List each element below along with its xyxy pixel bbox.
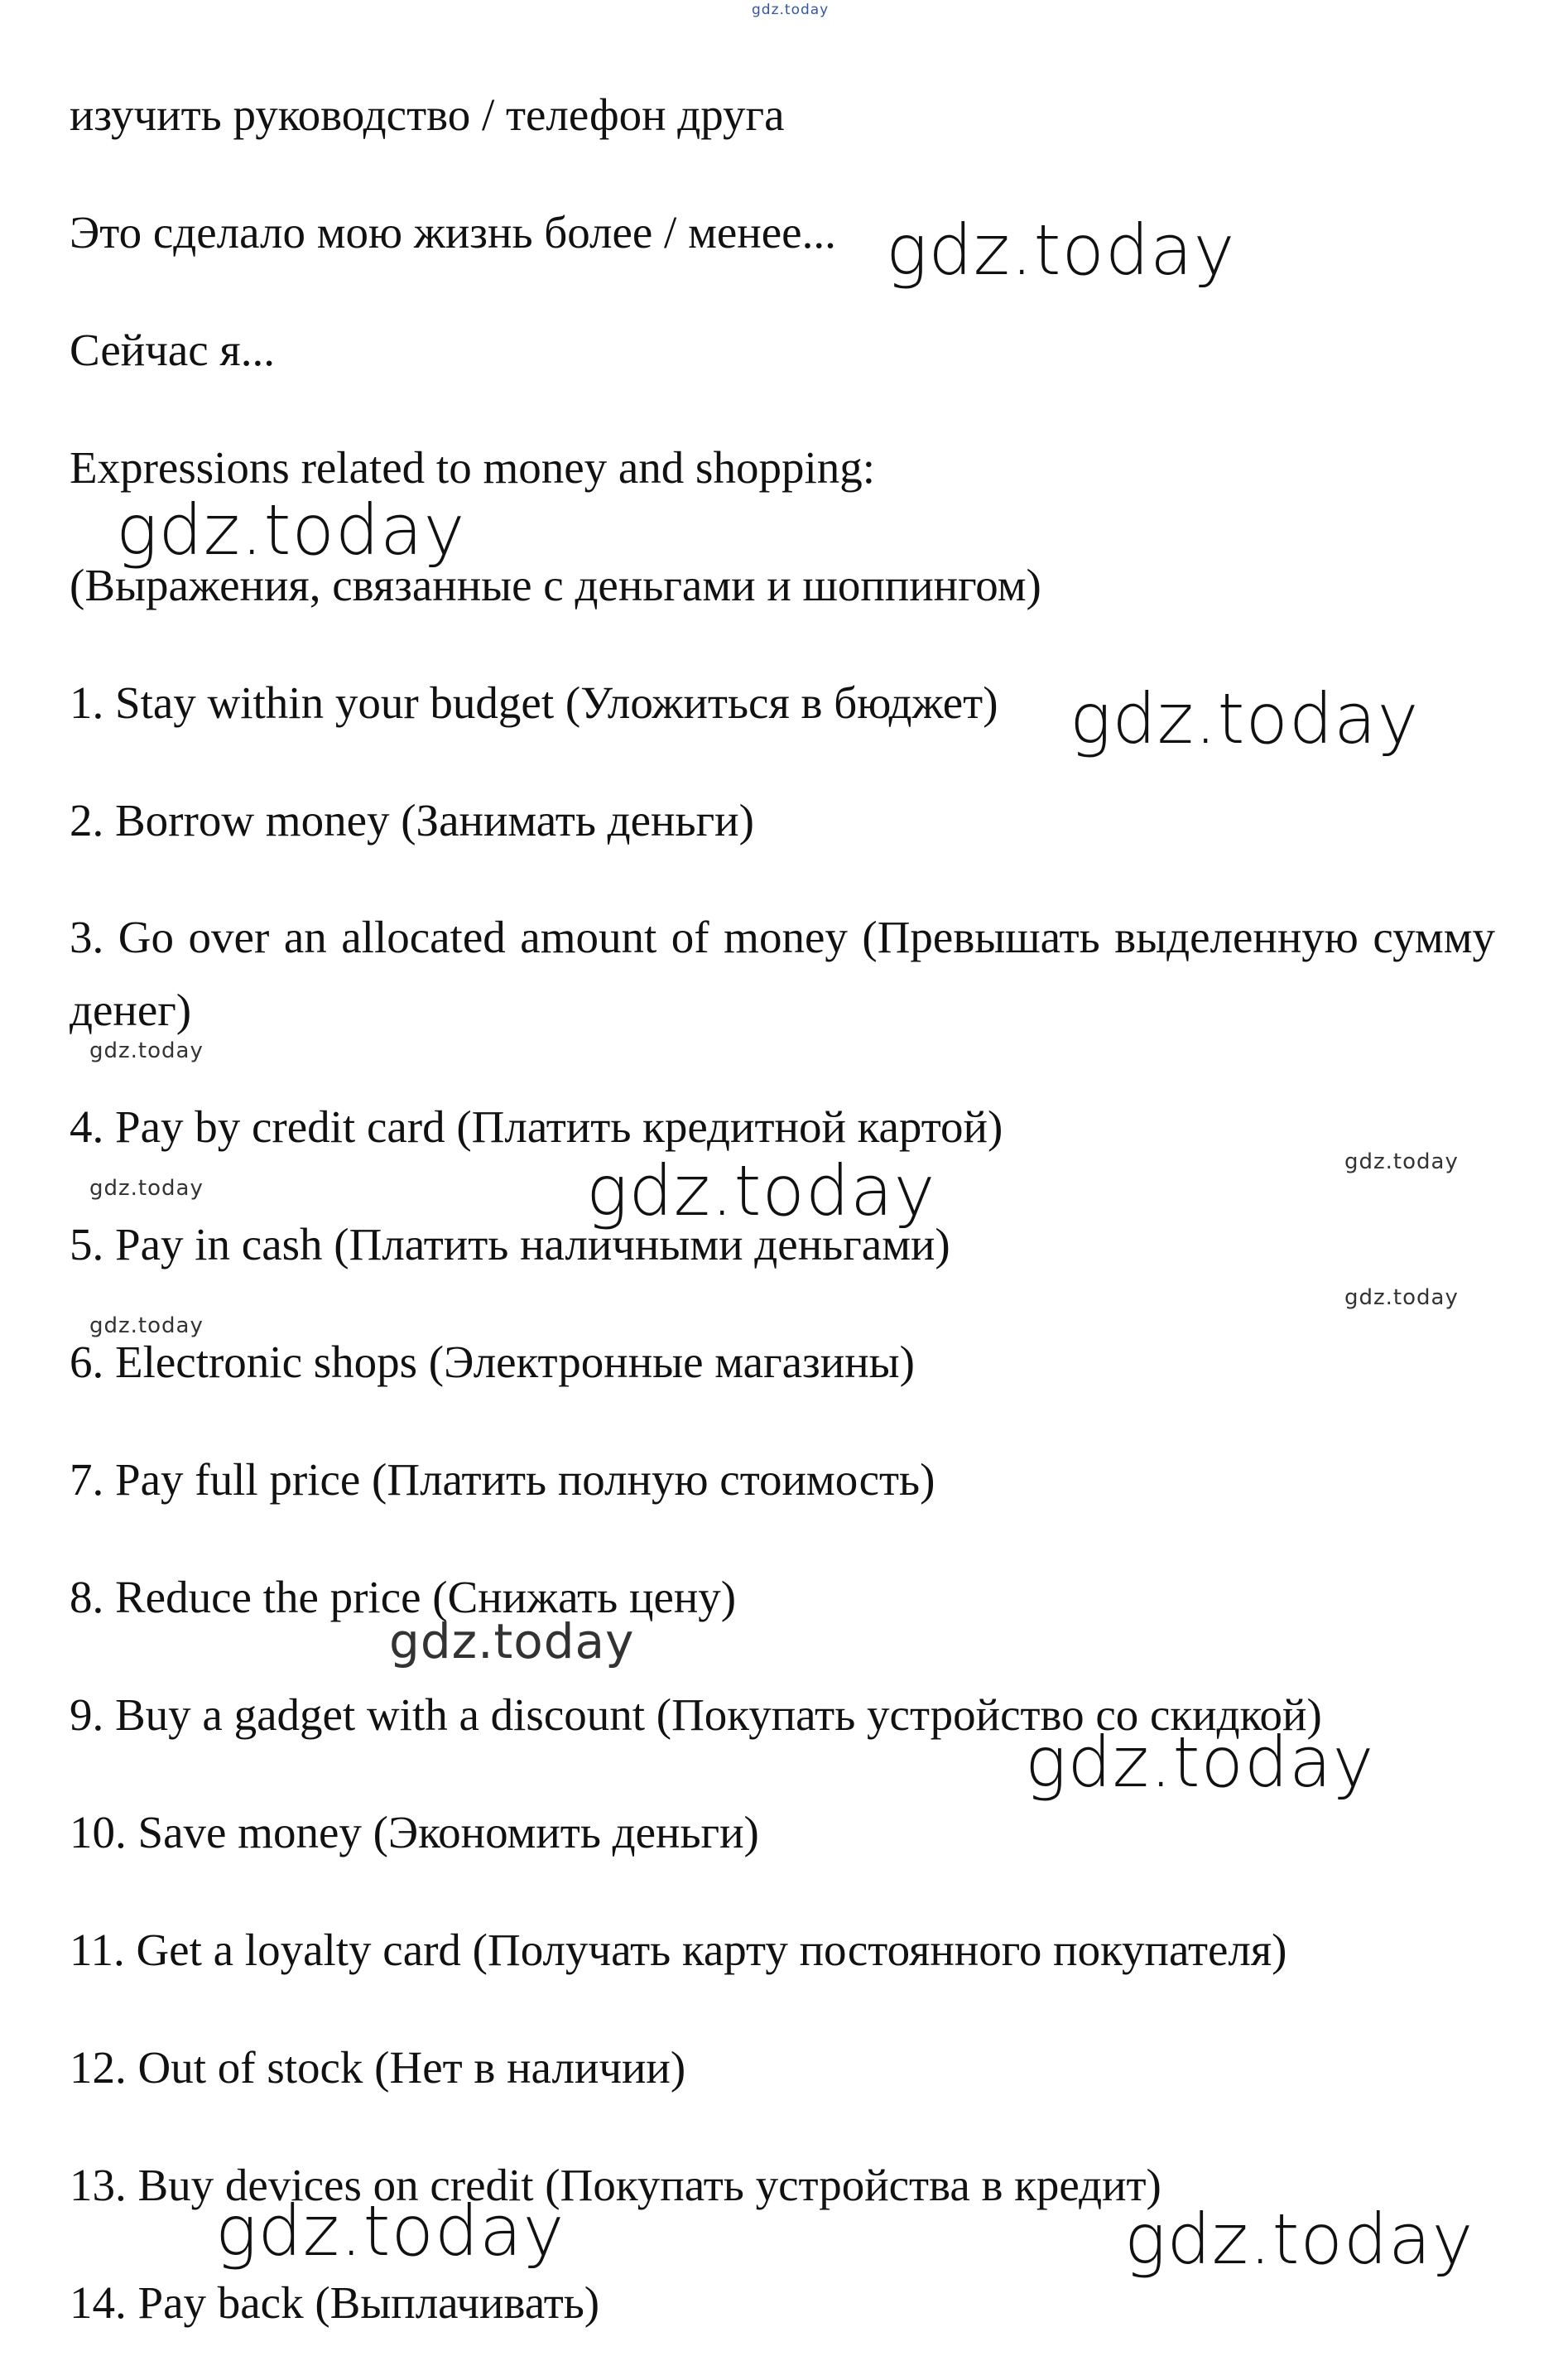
- list-item: 14. Pay back (Выплачивать): [70, 2277, 600, 2328]
- list-item: 5. Pay in cash (Платить наличными деньгами): [70, 1219, 950, 1269]
- watermark-top: gdz.today: [752, 2, 830, 18]
- watermark: gdz.today: [886, 210, 1236, 291]
- list-item: 7. Pay full price (Платить полную стоимость): [70, 1454, 935, 1505]
- list-item: 3. Go over an allocated amount of money (Превышать выделенную сумму денег): [70, 912, 1495, 1035]
- watermark: gdz.today: [1344, 1285, 1459, 1310]
- list-item: 2. Borrow money (Занимать деньги): [70, 795, 754, 846]
- list-item: 10. Save money (Экономить деньги): [70, 1807, 759, 1857]
- text-line-now: Сейчас я...: [70, 325, 275, 375]
- watermark: gdz.today: [1344, 1149, 1459, 1174]
- list-item: 13. Buy devices on credit (Покупать устройства в кредит): [70, 2160, 1161, 2210]
- section-heading: Expressions related to money and shopping:: [70, 442, 876, 493]
- watermark: gdz.today: [1124, 2199, 1474, 2280]
- text-line-life: Это сделало мою жизнь более / менее...: [70, 207, 836, 258]
- text-line-manual: изучить руководство / телефон друга: [70, 89, 785, 140]
- watermark: gdz.today: [116, 489, 466, 571]
- list-item: 11. Get a loyalty card (Получать карту постоянного покупателя): [70, 1925, 1287, 1975]
- list-item: 4. Pay by credit card (Платить кредитной картой): [70, 1101, 1003, 1152]
- watermark: gdz.today: [89, 1038, 204, 1063]
- list-item: 1. Stay within your budget (Уложиться в бюджет): [70, 677, 998, 728]
- watermark: gdz.today: [1070, 678, 1420, 759]
- watermark: gdz.today: [215, 2190, 565, 2272]
- list-item: 8. Reduce the price (Снижать цену): [70, 1572, 737, 1622]
- watermark: gdz.today: [586, 1150, 936, 1231]
- watermark: gdz.today: [1025, 1722, 1375, 1803]
- list-item: 12. Out of stock (Нет в наличии): [70, 2042, 686, 2093]
- watermark: gdz.today: [89, 1176, 204, 1201]
- watermark: gdz.today: [389, 1613, 635, 1669]
- watermark: gdz.today: [89, 1313, 204, 1338]
- list-item: 6. Electronic shops (Электронные магазины): [70, 1337, 915, 1387]
- section-heading-translation: (Выражения, связанные с деньгами и шоппингом): [70, 560, 1041, 610]
- list-item: 9. Buy a gadget with a discount (Покупать устройство со скидкой): [70, 1689, 1322, 1740]
